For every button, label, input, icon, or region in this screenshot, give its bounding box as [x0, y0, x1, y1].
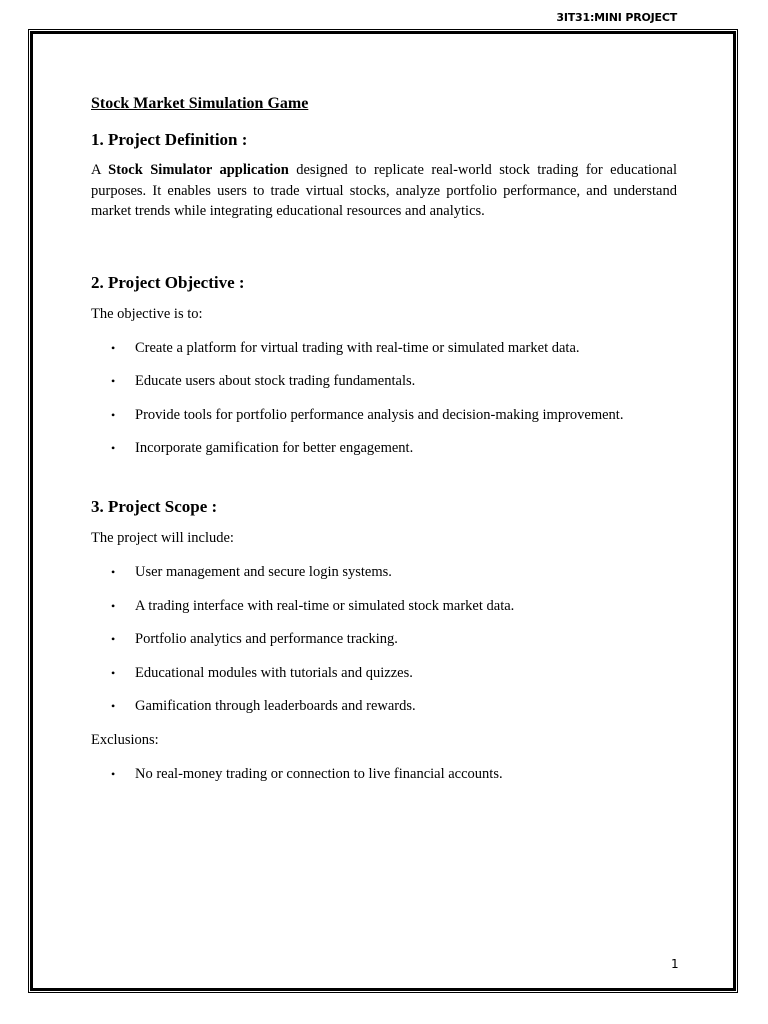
list-item-text: Provide tools for portfolio performance analysis and decision-making improvement. [135, 406, 624, 423]
list-item-text: Educational modules with tutorials and quizzes. [135, 664, 413, 681]
bullet-icon: • [111, 632, 116, 646]
list-item [91, 562, 677, 582]
objective-list [91, 338, 677, 459]
section-heading-scope: 3. Project Scope : [91, 497, 218, 516]
section-heading-objective: 2. Project Objective : [91, 272, 245, 292]
list-item [91, 438, 677, 458]
list-item-text: No real-money trading or connection to live financial accounts. [135, 765, 503, 782]
list-item [91, 405, 677, 425]
bullet-icon: • [111, 441, 116, 455]
bullet-icon: • [111, 340, 116, 355]
list-item-text: Gamification through leaderboards and rewards. [135, 698, 416, 714]
list-item-text: Incorporate gamification for better engagement. [135, 440, 414, 456]
definition-paragraph [91, 160, 677, 222]
scope-list [91, 562, 677, 716]
list-item [91, 696, 677, 716]
bullet-icon: • [111, 699, 116, 713]
bullet-icon: • [111, 374, 116, 388]
list-item-text: A trading interface with real-time or simulated stock market data. [135, 597, 515, 614]
list-item [91, 629, 677, 649]
list-item [91, 338, 677, 358]
definition-lead: A [91, 162, 109, 178]
bullet-icon: • [111, 565, 116, 579]
bullet-icon: • [111, 598, 116, 613]
exclusions-label: Exclusions: [91, 731, 159, 748]
definition-text: designed to replicate real-world stock trading for educational purposes. It enables users to trade virtual stocks, analyze portfolio performance, and understand market trends while integrating educational resources and analytics. [91, 162, 678, 219]
bullet-icon: • [111, 665, 116, 680]
section-heading-definition: 1. Project Definition : [91, 130, 248, 149]
bullet-icon: • [111, 766, 116, 781]
list-item [91, 764, 677, 784]
list-item-text: User management and secure login systems. [135, 564, 392, 580]
definition-bold-term: Stock Simulator application [108, 162, 289, 178]
document-body [91, 94, 677, 797]
bullet-icon: • [111, 407, 116, 422]
document-title: Stock Market Simulation Game [91, 95, 309, 112]
exclusions-list [91, 764, 677, 784]
scope-intro: The project will include: [91, 530, 234, 546]
list-item [91, 371, 677, 391]
list-item [91, 663, 677, 683]
list-item-text: Educate users about stock trading fundamentals. [135, 373, 416, 389]
list-item-text: Portfolio analytics and performance tracking. [135, 631, 398, 647]
page-number: 1 [671, 957, 679, 971]
list-item-text: Create a platform for virtual trading with real-time or simulated market data. [135, 339, 580, 356]
running-header: 3IT31:MINI PROJECT [556, 11, 677, 24]
objective-intro: The objective is to: [91, 305, 203, 322]
list-item [91, 596, 677, 616]
